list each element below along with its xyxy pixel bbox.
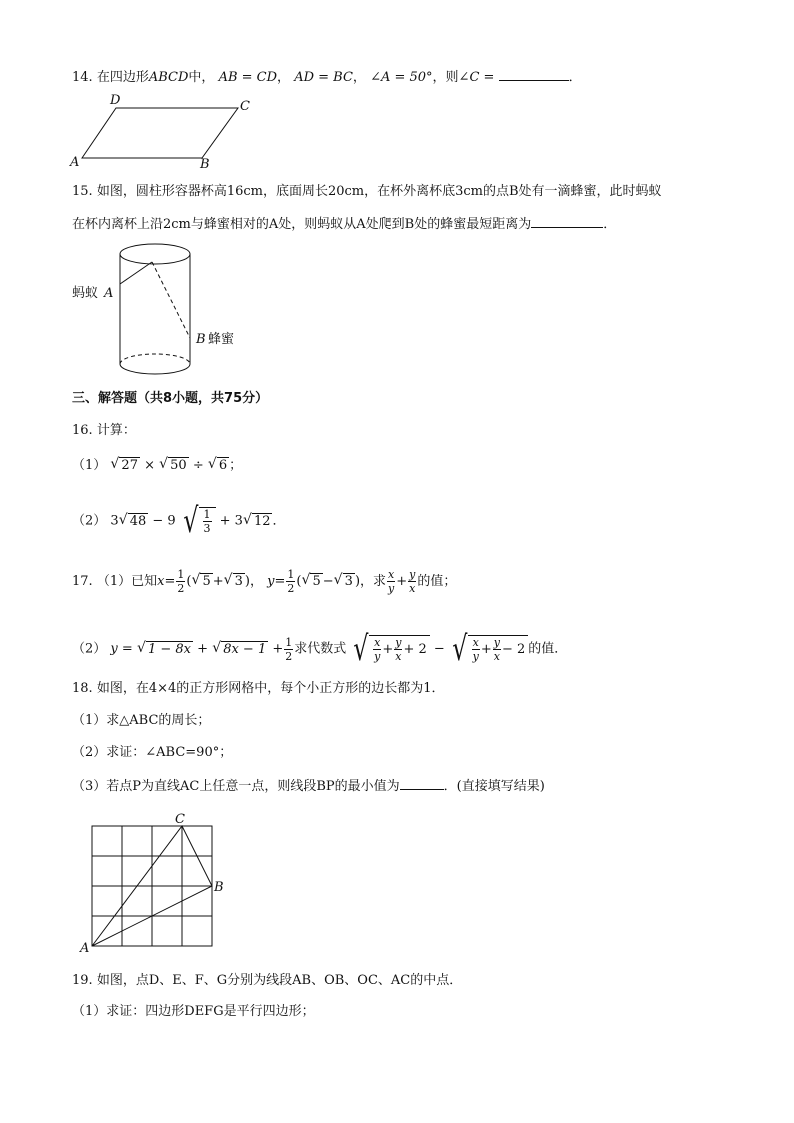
q16-part2: （2） 3√ 48 − 9 √ $\frac{1}{3}$ + 3√ 12 ．	[72, 504, 286, 538]
label-b: B	[200, 157, 210, 172]
label-d: D	[110, 93, 121, 108]
q17-part1: 17. （1）已知x= $\frac{1}{2}$ (√ 5 +√ 3 )， y= $\frac{1}{2}$ (√ 5 −√ 3 )，求 $\frac{x}{y}$ + $\frac{y}{x}$ 的值；	[72, 568, 456, 595]
q18-intro: 18. 如图，在4×4的正方形网格中，每个小正方形的边长都为1．	[72, 681, 445, 696]
answer-blank[interactable]	[499, 66, 569, 81]
label-c: C	[240, 99, 250, 114]
q14-stem: 14. 在四边形ABCD中， AB = CD， AD = BC， ∠A = 50°，则∠C = ．	[72, 66, 582, 88]
q17-part2: （2） y = √ 1 − 8x + √ 8x − 1 + $\frac{1}{2}$ 求代数式 √ $\frac{x}{y}$ + $\frac{y}{x}$ + 2 − √ $\frac{x}{y}$ + $\frac{y}{x}$ − 2 的值．	[72, 632, 567, 666]
q15-stem-line2: 在杯内离杯上沿2cm与蜂蜜相对的A处，则蚂蚁从A处爬到B处的蜂蜜最短距离为 ．	[72, 213, 616, 235]
label-a: A	[70, 155, 80, 170]
label-honey: 蜂蜜	[208, 332, 235, 347]
parallelogram	[82, 108, 238, 158]
cylinder-top	[120, 244, 190, 264]
q18-part1: （1）求△ABC的周长；	[72, 713, 211, 728]
label-ant: 蚂蚁	[72, 286, 99, 301]
q19-part1: （1）求证：四边形DEFG是平行四边形；	[72, 1004, 315, 1019]
q16-title: 16. 计算：	[72, 423, 136, 438]
q18-grid-figure	[72, 810, 242, 956]
path-outside	[152, 262, 190, 338]
label-a: A	[80, 941, 90, 956]
answer-blank[interactable]	[531, 213, 603, 228]
q15-stem-line1: 15. 如图，圆柱形容器杯高16cm，底面周长20cm，在杯外离杯底3cm的点B处有一滴蜂蜜，此时蚂蚁	[72, 184, 662, 199]
section-heading: 三、解答题（共8小题，共75分）	[72, 391, 269, 406]
q14-parallelogram-figure	[66, 92, 266, 172]
q19-intro: 19. 如图，点D、E、F、G分别为线段AB、OB、OC、AC的中点．	[72, 973, 463, 988]
q16-part1: （1） √ 27 × √ 50 ÷ √ 6 ；	[72, 456, 242, 476]
q15-number: 15.	[72, 184, 93, 199]
cylinder-bottom-back	[120, 354, 190, 364]
label-a: A	[104, 286, 114, 301]
q18-part2: （2）求证：∠ABC=90°；	[72, 745, 233, 760]
q16-number: 16.	[72, 423, 93, 438]
answer-blank[interactable]	[400, 775, 444, 790]
path-inside	[120, 262, 152, 284]
label-c: C	[175, 812, 185, 827]
label-b: B	[196, 332, 206, 347]
q18-number: 18.	[72, 681, 93, 696]
q19-number: 19.	[72, 973, 93, 988]
label-b: B	[214, 880, 224, 895]
q14-number: 14.	[72, 70, 93, 85]
grid	[92, 826, 212, 946]
cylinder-bottom-front	[120, 364, 190, 374]
q18-part3: （3）若点P为直线AC上任意一点，则线段BP的最小值为 ．(直接填写结果)	[72, 775, 545, 797]
q15-cylinder-figure	[66, 238, 266, 388]
q17-number: 17.	[72, 574, 93, 589]
